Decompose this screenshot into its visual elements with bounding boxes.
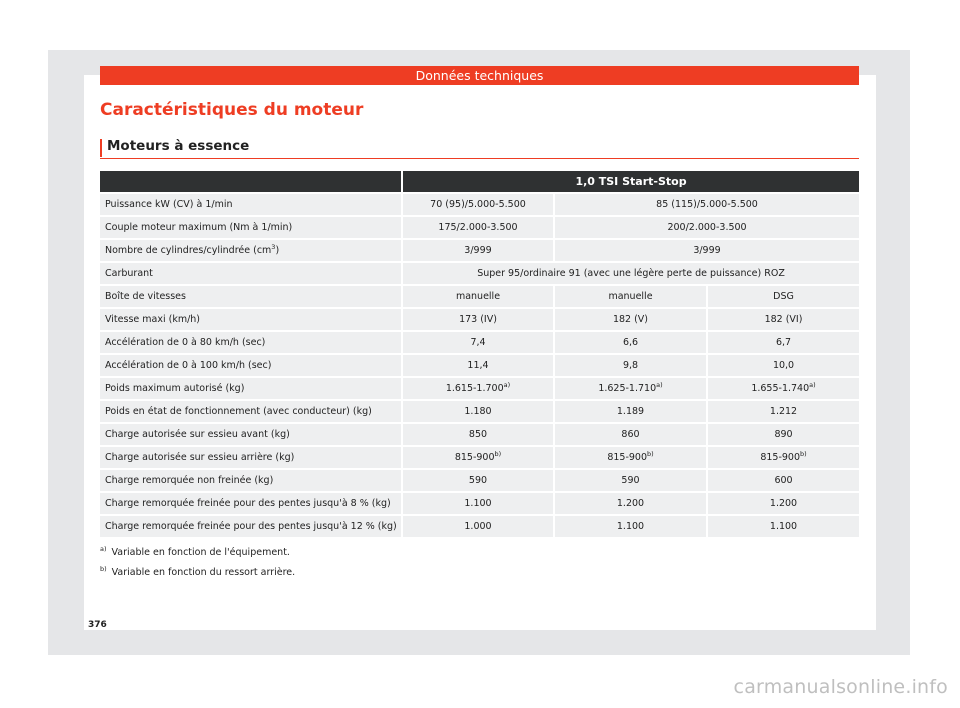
footnote-mark: b) [100, 564, 107, 573]
cell-value: 1.212 [708, 401, 859, 422]
cell-value: 10,0 [708, 355, 859, 376]
watermark: carmanualsonline.info [733, 676, 948, 698]
footnote-ref: a) [656, 380, 663, 389]
cell-value [555, 447, 706, 468]
section-header-bar: Données techniques [100, 66, 859, 85]
cell-value: 1.100 [708, 516, 859, 537]
table-header-row [100, 171, 859, 192]
cell-value [708, 378, 859, 399]
engine-specs-table [98, 169, 861, 539]
row-label: Puissance kW (CV) à 1/min [100, 194, 401, 215]
cell-value: 1.180 [403, 401, 553, 422]
cell-value: 200/2.000-3.500 [555, 217, 859, 238]
cell-value: 70 (95)/5.000-5.500 [403, 194, 553, 215]
cell-value: 600 [708, 470, 859, 491]
footnote-ref: a) [503, 380, 511, 389]
row-label-text: Nombre de cylindres/cylindrée (cm [105, 245, 272, 256]
table-row-kerbweight [100, 401, 859, 422]
cell-value: 182 (V) [555, 309, 706, 330]
cell-value-text: 1.625-1.710 [598, 383, 657, 394]
table-row-rearaxle [100, 447, 859, 468]
cell-value: 3/999 [403, 240, 553, 261]
table-header-engine: 1,0 TSI Start-Stop [403, 171, 859, 192]
cell-value: 1.189 [555, 401, 706, 422]
page-title: Caractéristiques du moteur [100, 100, 364, 120]
cell-value: 1.200 [555, 493, 706, 514]
table-header-blank [100, 171, 401, 192]
cell-value: 590 [403, 470, 553, 491]
table-row-braked12 [100, 516, 859, 537]
table-row-vmax [100, 309, 859, 330]
row-label: Poids en état de fonctionnement (avec conducteur) (kg) [100, 401, 401, 422]
row-label [100, 240, 401, 261]
cell-value [403, 378, 553, 399]
row-label: Charge remorquée freinée pour des pentes jusqu'à 12 % (kg) [100, 516, 401, 537]
table-row-acc80 [100, 332, 859, 353]
footnote-text: Variable en fonction de l'équipement. [111, 547, 290, 558]
table-row-maxweight [100, 378, 859, 399]
table-row-fuel [100, 263, 859, 284]
cell-value-text: 815-900 [454, 452, 495, 463]
cell-value: manuelle [403, 286, 553, 307]
table-row-cylinders [100, 240, 859, 261]
footnote-mark: a) [100, 544, 107, 553]
table-row-torque [100, 217, 859, 238]
cell-value [555, 378, 706, 399]
cell-value: 890 [708, 424, 859, 445]
row-label: Charge autorisée sur essieu arrière (kg) [100, 447, 401, 468]
page-subtitle: Moteurs à essence [107, 138, 250, 154]
footnote-ref: b) [800, 449, 807, 458]
footnote-a [100, 544, 290, 558]
table-row-acc100 [100, 355, 859, 376]
page-number: 376 [88, 620, 107, 630]
row-label: Boîte de vitesses [100, 286, 401, 307]
cell-value: 3/999 [555, 240, 859, 261]
row-label: Poids maximum autorisé (kg) [100, 378, 401, 399]
footnote-ref: b) [647, 449, 654, 458]
cell-value: 1.100 [555, 516, 706, 537]
row-label: Carburant [100, 263, 401, 284]
cell-value: 11,4 [403, 355, 553, 376]
cell-value-text: 815-900 [607, 452, 648, 463]
cell-value-text: 1.655-1.740 [751, 383, 810, 394]
row-label: Accélération de 0 à 80 km/h (sec) [100, 332, 401, 353]
cell-value: 6,7 [708, 332, 859, 353]
cell-value: manuelle [555, 286, 706, 307]
table-row-unbraked [100, 470, 859, 491]
cell-value: 1.200 [708, 493, 859, 514]
cell-value [403, 447, 553, 468]
superscript: 3 [271, 242, 276, 251]
row-label: Charge remorquée freinée pour des pentes jusqu'à 8 % (kg) [100, 493, 401, 514]
cell-value: 182 (VI) [708, 309, 859, 330]
cell-value: 860 [555, 424, 706, 445]
subtitle-block [100, 138, 859, 159]
table-row-frontaxle [100, 424, 859, 445]
cell-value: DSG [708, 286, 859, 307]
row-label-text: ) [275, 245, 280, 256]
cell-value: 1.000 [403, 516, 553, 537]
footnote-b [100, 564, 296, 578]
row-label: Vitesse maxi (km/h) [100, 309, 401, 330]
footnote-text: Variable en fonction du ressort arrière. [111, 567, 296, 578]
row-label: Accélération de 0 à 100 km/h (sec) [100, 355, 401, 376]
cell-value: 9,8 [555, 355, 706, 376]
cell-value: 85 (115)/5.000-5.500 [555, 194, 859, 215]
cell-value [708, 447, 859, 468]
cell-value: 590 [555, 470, 706, 491]
table-row-gearbox [100, 286, 859, 307]
cell-value-text: 1.615-1.700 [445, 383, 504, 394]
subtitle-accent-line [100, 139, 102, 157]
table-row-braked8 [100, 493, 859, 514]
table-row-power [100, 194, 859, 215]
cell-value: 173 (IV) [403, 309, 553, 330]
cell-value: Super 95/ordinaire 91 (avec une légère perte de puissance) ROZ [403, 263, 859, 284]
cell-value: 175/2.000-3.500 [403, 217, 553, 238]
footnote-ref: b) [494, 449, 502, 458]
footnote-ref: a) [809, 380, 816, 389]
cell-value: 850 [403, 424, 553, 445]
cell-value: 1.100 [403, 493, 553, 514]
row-label: Couple moteur maximum (Nm à 1/min) [100, 217, 401, 238]
cell-value: 7,4 [403, 332, 553, 353]
cell-value-text: 815-900 [760, 452, 801, 463]
cell-value: 6,6 [555, 332, 706, 353]
row-label: Charge remorquée non freinée (kg) [100, 470, 401, 491]
row-label: Charge autorisée sur essieu avant (kg) [100, 424, 401, 445]
